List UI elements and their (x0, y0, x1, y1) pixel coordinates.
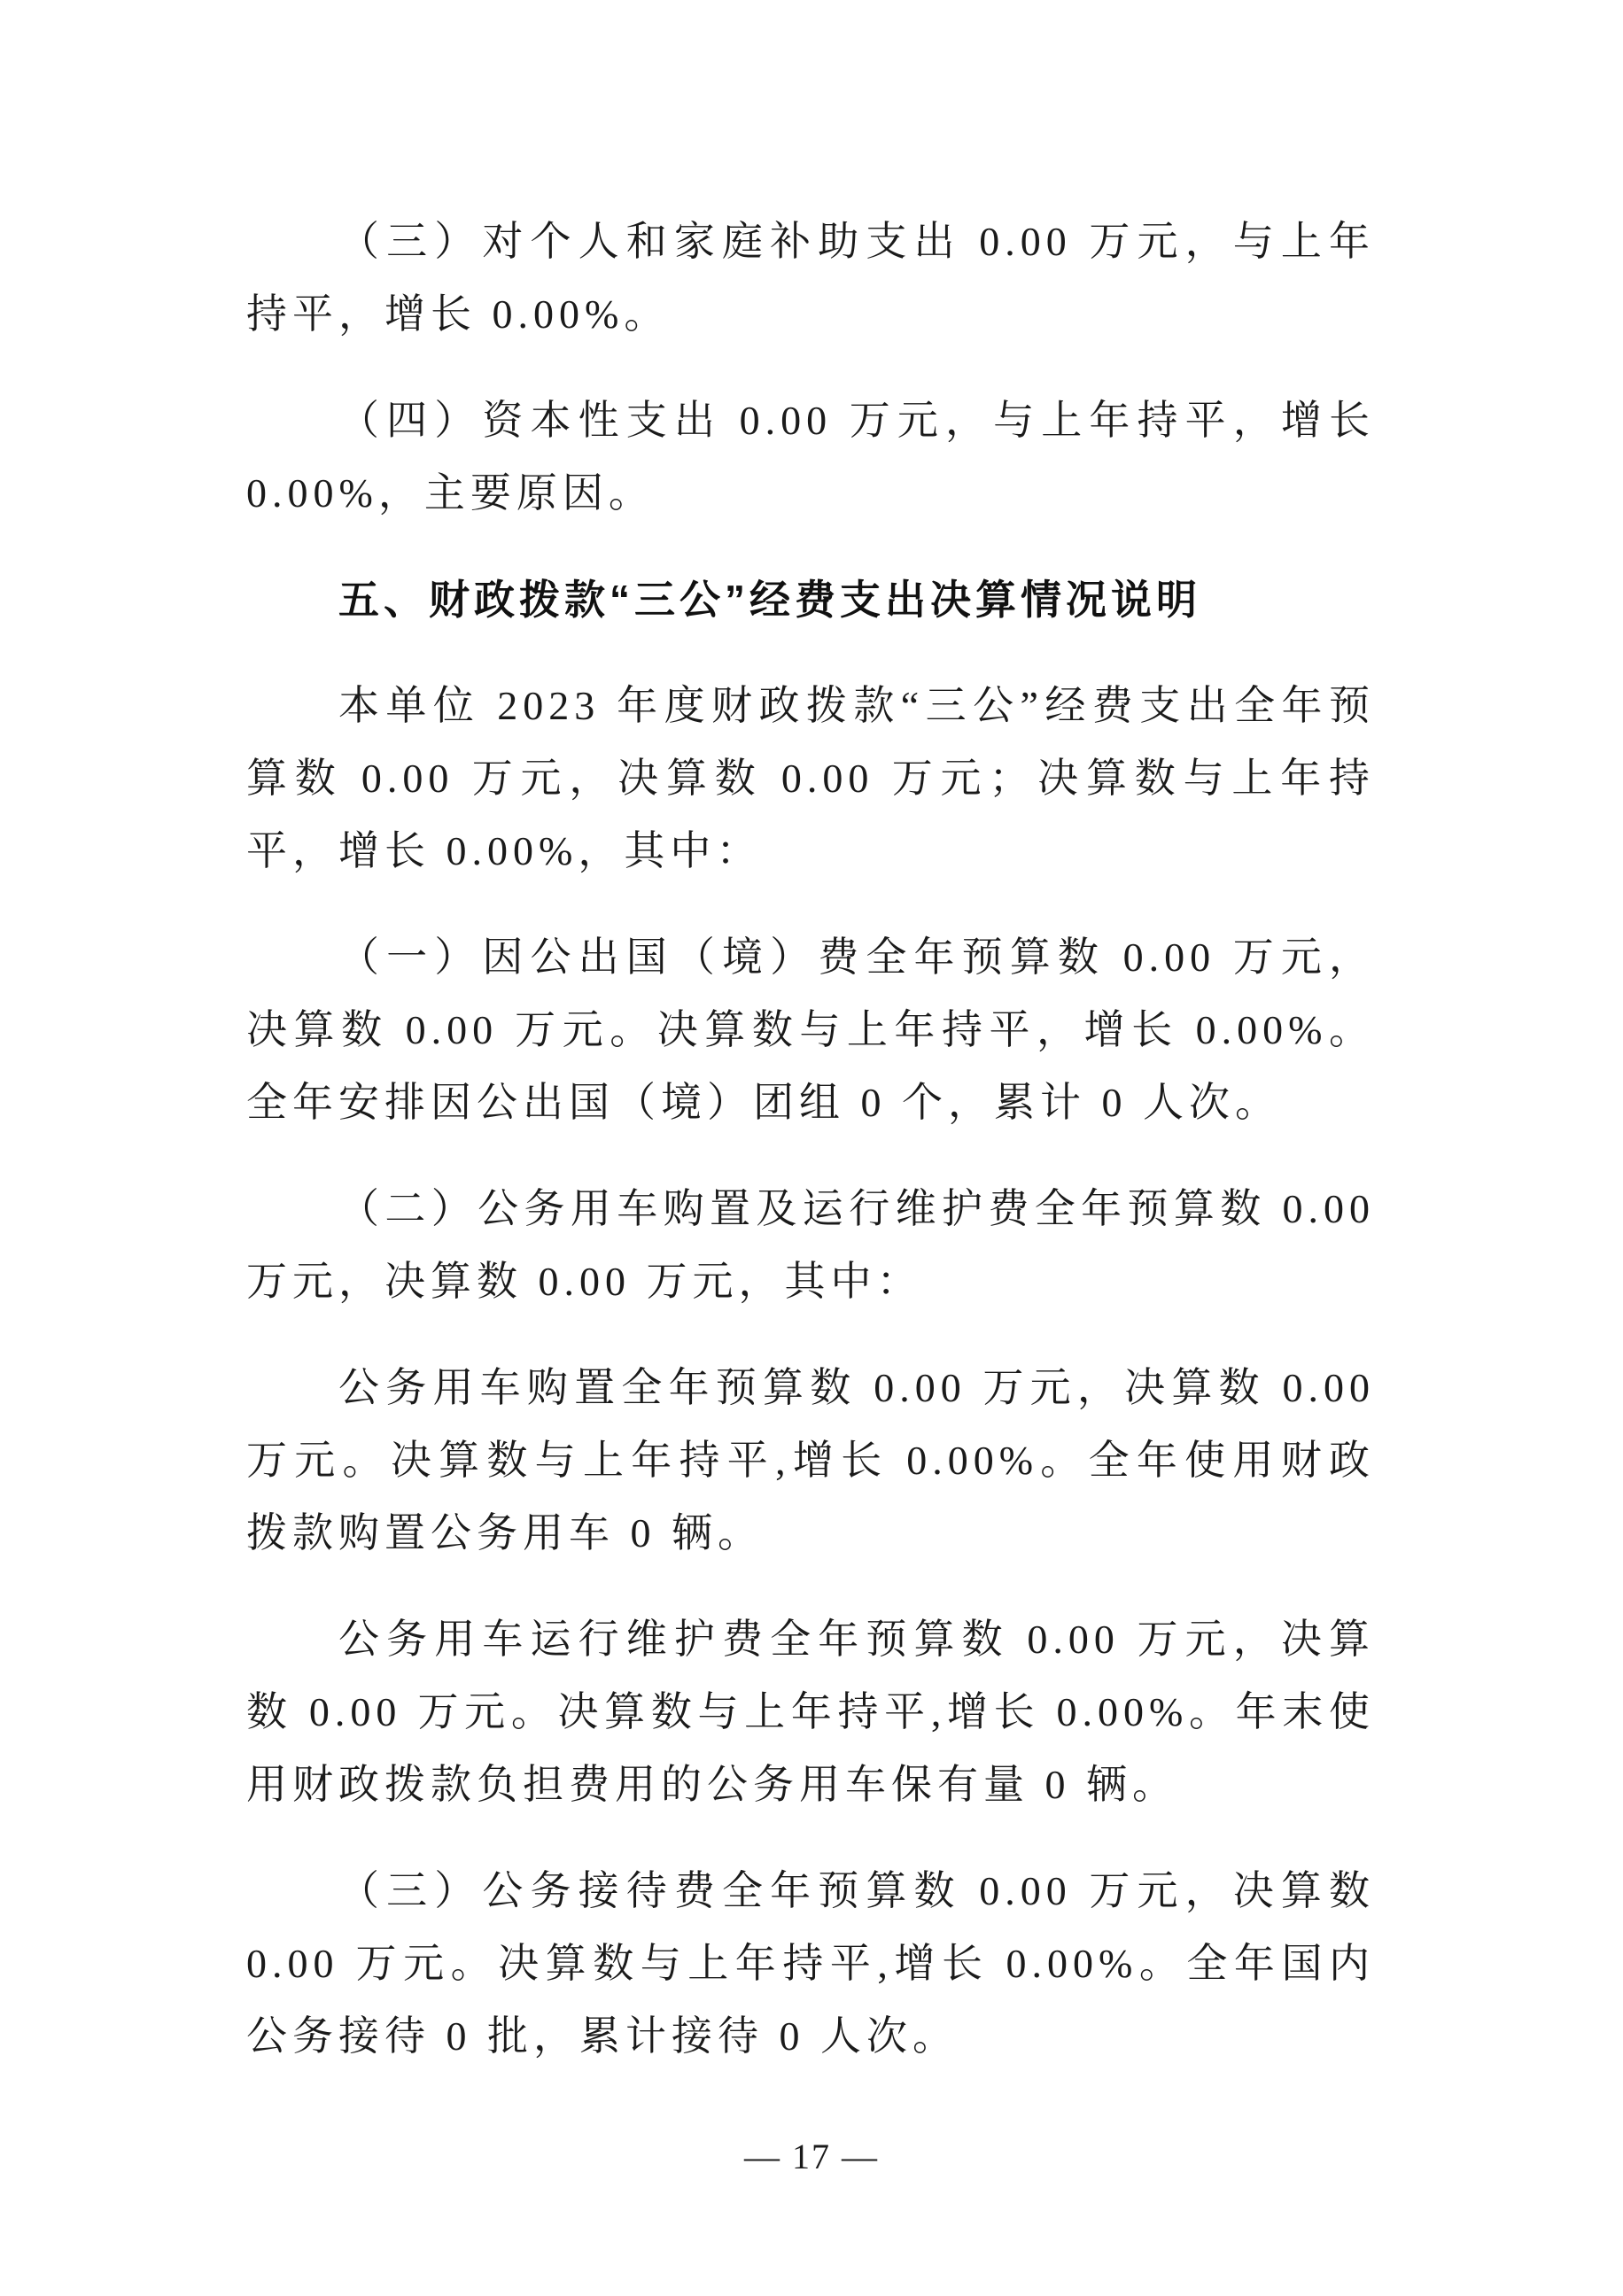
paragraph-official-vehicles: （二）公务用车购置及运行维护费全年预算数 0.00 万元，决算数 0.00 万元，其中： (246, 1186, 1375, 1304)
page-number: — 17 — (744, 2137, 879, 2176)
paragraph-official-reception: （三）公务接待费全年预算数 0.00 万元，决算数 0.00 万元。决算数与上年持平,增长 0.00%。全年国内公务接待 0 批，累计接待 0 人次。 (246, 1868, 1375, 2059)
paragraph-subsidy-expenditure: （三）对个人和家庭补助支出 0.00 万元，与上年持平，增长 0.00%。 (246, 219, 1375, 337)
paragraph-overseas-trips: （一）因公出国（境）费全年预算数 0.00 万元，决算数 0.00 万元。决算数与上年持平，增长 0.00%。全年安排因公出国（境）团组 0 个，累计 0 人次。 (246, 935, 1375, 1125)
paragraph-vehicle-maintenance: 公务用车运行维护费全年预算数 0.00 万元，决算数 0.00 万元。决算数与上年持平,增长 0.00%。年末使用财政拨款负担费用的公务用车保有量 0 辆。 (246, 1617, 1375, 1807)
paragraph-three-public-intro: 本单位 2023 年度财政拨款“三公”经费支出全年预算数 0.00 万元，决算数 0.00 万元；决算数与上年持平，增长 0.00%，其中： (246, 683, 1375, 873)
paragraph-capital-expenditure: （四）资本性支出 0.00 万元，与上年持平，增长 0.00%，主要原因。 (246, 398, 1375, 516)
document-body (246, 206, 1375, 2106)
section-heading: 五、财政拨款“三公”经费支出决算情况说明 (338, 577, 1201, 623)
paragraph-vehicle-purchase: 公务用车购置全年预算数 0.00 万元，决算数 0.00 万元。决算数与上年持平,增长 0.00%。全年使用财政拨款购置公务用车 0 辆。 (246, 1365, 1376, 1555)
